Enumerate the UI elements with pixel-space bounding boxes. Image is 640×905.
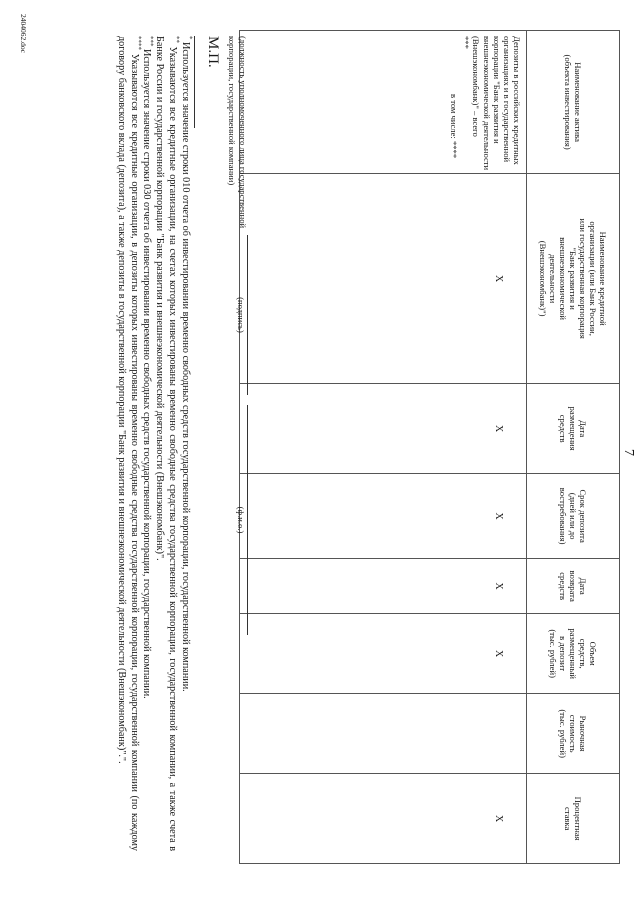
text-line: востребования) [557,487,568,545]
text-line: (дней или до [568,492,579,540]
text-line: (должность уполномоченного лица государственной [238,36,248,229]
text-line: размещенный [568,628,579,679]
stamp-mark: М.П. [205,36,221,68]
header-placement-date [527,384,620,474]
header-deposit-term [527,474,620,559]
text-line: Дата [578,577,589,595]
footnote-1: * Используется значение строки 010 отчета об инвестировании временно свободных средств государственной корпорации, государственной компании. [180,36,194,692]
text-line: (Внешэкономбанк)" – всего [471,36,482,137]
text-line: корпорации "Банк развития и [491,36,502,144]
cell-asset-description [240,31,527,174]
cell-market-value [240,694,527,774]
text-line: (Внешэкономбанк)") [537,240,548,317]
text-line: Дата [578,420,589,438]
text-line: средств, [578,638,589,669]
name-caption: (ф.и.о.) [236,506,246,534]
text-line: средств [557,572,568,601]
cell-placement-date: X [240,384,527,474]
table-header-row [527,31,620,864]
text-line: (тыс. рублей) [557,709,568,758]
text-line: организациях и в государственной [501,36,512,163]
text-line: (тыс. рублей) [547,629,558,678]
cell-return-date: X [240,559,527,614]
text-line: *** [461,36,472,49]
text-line: средств [557,414,568,443]
header-market-value [527,694,620,774]
name-line [247,405,248,635]
signature-caption: (подпись) [236,297,246,333]
text-line: внешнеэкономической [557,237,568,321]
text-line: организации (или Банк России, [588,221,599,336]
text-line: или государственная корпорация [578,218,589,339]
text-line: Процентная [573,796,584,841]
text-line: Депозиты в российских кредитных [512,36,522,165]
cell-deposit-term: X [240,474,527,559]
cell-deposit-volume: X [240,614,527,694]
cell-interest-rate: X [240,774,527,864]
text-line: деятельности [547,254,558,304]
including-label: в том числе: **** [449,94,460,159]
text-line: стоимость [568,714,579,753]
deposit-table [239,30,620,864]
footnote-2: ** Указываются все кредитные организации, на счетах которых инвестированы временно свободные средства государственной корпорации, государственной компании, а также счета в Банке России и государственной корпорации "Банк развития и внешнеэкономической деятельности (Внешэкономбанк)". [154,36,181,852]
footnote-3: *** Используется значение строки 030 отчета об инвестировании временно свободных средств государственной корпорации, государственной компании. [141,36,155,699]
footnote-4: **** Указываются все кредитные организации, в депозиты которых инвестированы временно свободные средства государственной корпорации, государственной компании (по каждому договору банковского вклада (депозита), а также депозиты в государственной корпорации "Банк развития и внешнеэкономической деятельности (Внешэкономбанк)".". [115,36,143,852]
text-line: Наименование актива [573,62,584,142]
text-line: внешнеэкономической деятельности [481,36,492,171]
signature-line [247,235,248,395]
text-line: "Банк развития и [568,247,579,310]
footnote-separator [194,36,195,128]
document-filename: 2404062.doc [19,14,28,53]
text-line: возврата [568,570,579,602]
text-line: Наименование кредитной [598,231,609,326]
text-line: (объекта инвестирования) [563,54,573,150]
text-line: Объем [588,641,599,666]
header-deposit-volume [527,614,620,694]
text-line: Срок депозита [578,489,589,543]
table-row [240,31,527,864]
text-line: размещения [568,406,579,451]
footnotes [114,36,194,852]
header-return-date [527,559,620,614]
text-line: Рыночная [578,715,589,752]
text-line: ставка [563,806,573,831]
text-line: корпорации, государственной компании) [227,36,238,186]
header-asset-name [527,31,620,174]
page-number: 7 [621,449,636,456]
header-credit-org [527,174,620,384]
signatory-position [227,36,248,228]
header-interest-rate [527,774,620,864]
text-line: в депозит [557,636,568,672]
cell-credit-org: X [240,174,527,384]
